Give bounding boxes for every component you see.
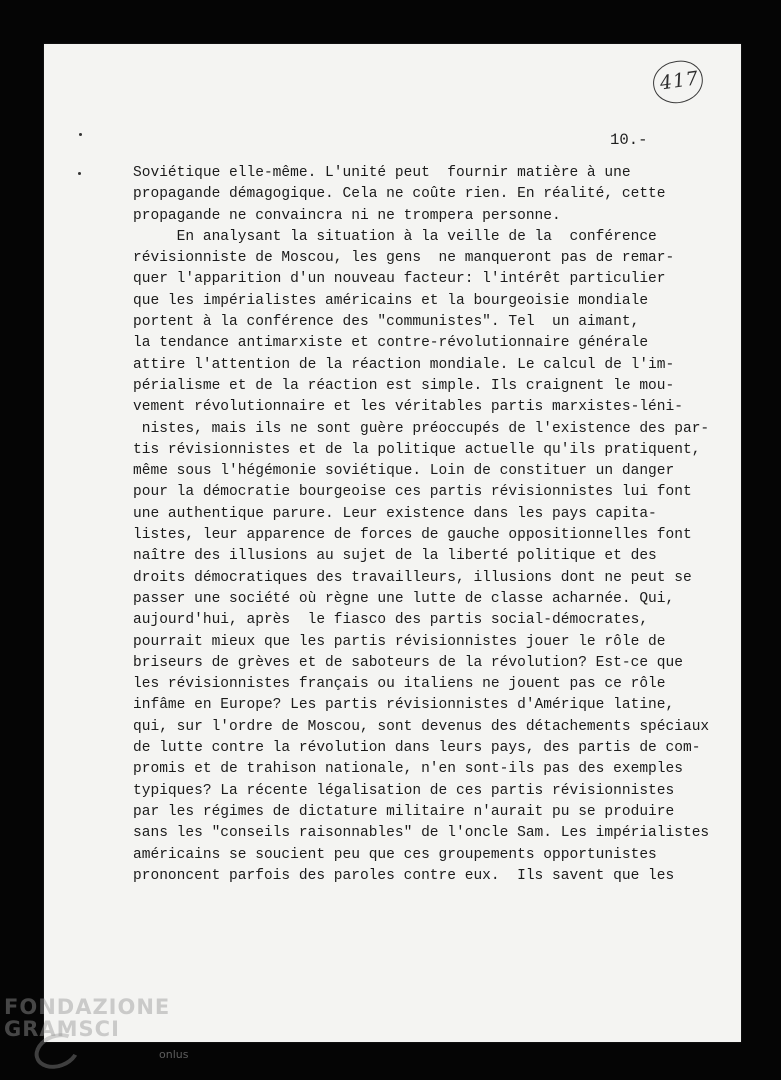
margin-dot-top [79,133,82,136]
text-line: propagande ne convaincra ni ne trompera personne. [133,207,561,224]
text-line: révisionniste de Moscou, les gens ne manqueront pas de remar- [133,250,675,267]
text-line: américains se soucient peu que ces groupements opportunistes [133,846,657,863]
text-line: vement révolutionnaire et les véritables partis marxistes-léni- [133,399,683,416]
text-line: propagande démagogique. Cela ne coûte rien. En réalité, cette [133,186,666,203]
text-line: une authentique parure. Leur existence dans les pays capita- [133,505,657,522]
text-line: naître des illusions au sujet de la liberté politique et des [133,548,657,565]
page-number: 10.- [610,131,648,149]
text-line: par les régimes de dictature militaire n'aurait pu se produire [133,803,675,820]
text-line: En analysant la situation à la veille de la conférence [133,228,657,245]
text-line: sans les "conseils raisonnables" de l'oncle Sam. Les impérialistes [133,825,710,842]
text-line: pour la démocratie bourgeoise ces partis révisionnistes lui font [133,484,692,501]
text-line: listes, leur apparence de forces de gauche oppositionnelles font [133,527,692,544]
watermark-line-1: FONDAZIONE [4,995,171,1019]
watermark-line-2: GRAMSCI [4,1017,120,1041]
text-line: infâme en Europe? Les partis révisionnistes d'Amérique latine, [133,697,675,714]
watermark-logo [4,996,204,1078]
text-line: de lutte contre la révolution dans leurs pays, des partis de com- [133,740,701,757]
archive-number: 417 [658,67,701,95]
watermark-name [4,996,170,1040]
text-line: aujourd'hui, après le fiasco des partis social-démocrates, [133,612,649,629]
text-line: nistes, mais ils ne sont guère préoccupés de l'existence des par- [133,420,710,437]
watermark-tag: onlus [159,1048,189,1061]
text-line: périalisme et de la réaction est simple. Ils craignent le mou- [133,377,675,394]
text-line: passer une société où règne une lutte de classe acharnée. Qui, [133,590,675,607]
text-line: les révisionnistes français ou italiens ne jouent pas ce rôle [133,676,666,693]
text-line: typiques? La récente légalisation de ces partis révisionnistes [133,782,675,799]
text-line: promis et de trahison nationale, n'en sont-ils pas des exemples [133,761,683,778]
text-line: portent à la conférence des "communistes". Tel un aimant, [133,314,640,331]
text-line: briseurs de grèves et de saboteurs de la révolution? Est-ce que [133,654,683,671]
typed-text-body [133,163,733,887]
text-line: même sous l'hégémonie soviétique. Loin de constituer un danger [133,463,675,480]
text-line: droits démocratiques des travailleurs, illusions dont ne peut se [133,569,692,586]
text-line: qui, sur l'ordre de Moscou, sont devenus des détachements spéciaux [133,718,710,735]
text-line: tis révisionnistes et de la politique actuelle qu'ils pratiquent, [133,441,701,458]
text-line: que les impérialistes américains et la bourgeoisie mondiale [133,292,649,309]
margin-dot-bottom [78,172,81,175]
text-line: attire l'attention de la réaction mondiale. Le calcul de l'im- [133,356,675,373]
text-line: prononcent parfois des paroles contre eux. Ils savent que les [133,867,675,884]
text-line: la tendance antimarxiste et contre-révolutionnaire générale [133,335,649,352]
text-line: pourrait mieux que les partis révisionnistes jouer le rôle de [133,633,666,650]
text-line: Soviétique elle-même. L'unité peut fournir matière à une [133,165,631,181]
text-line: quer l'apparition d'un nouveau facteur: l'intérêt particulier [133,271,666,288]
